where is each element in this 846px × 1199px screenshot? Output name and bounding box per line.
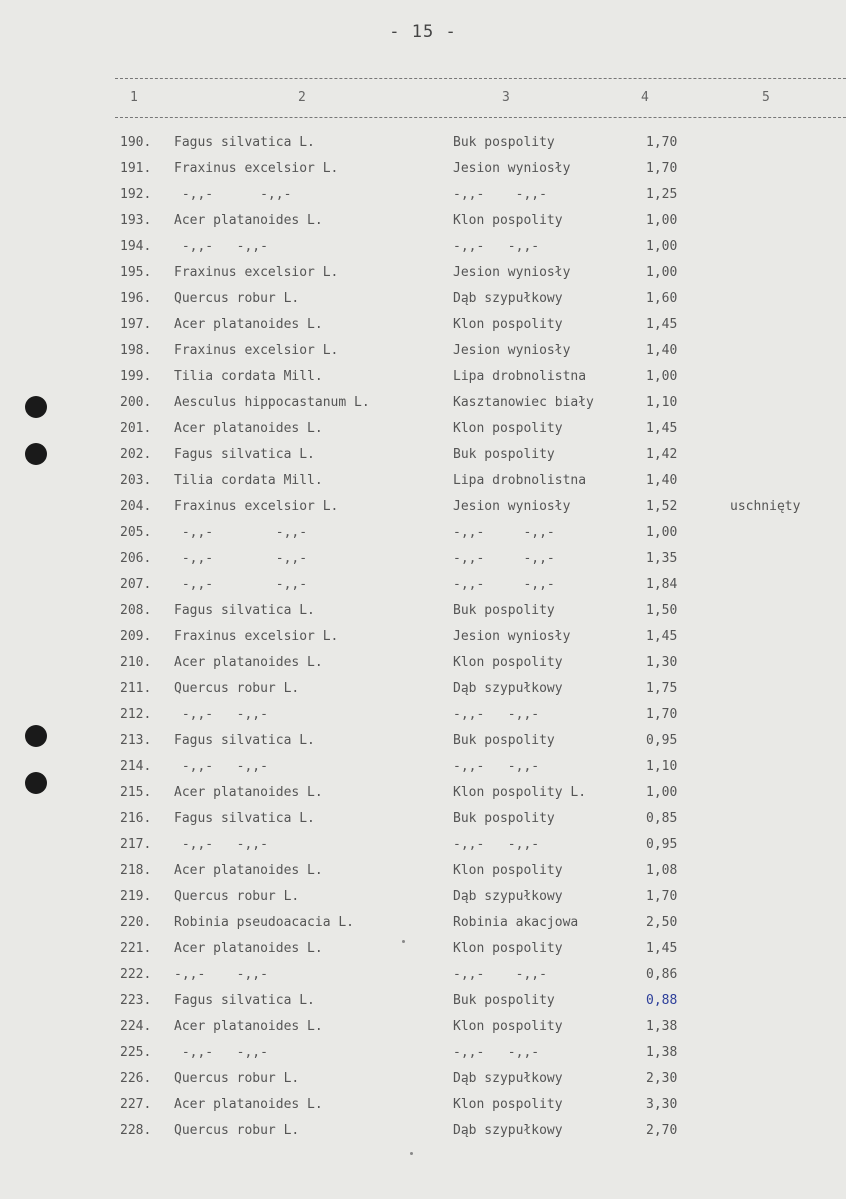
polish-name: Buk pospolity [453,811,555,826]
table-row [0,291,846,317]
table-row [0,213,846,239]
row-number: 214. [120,759,152,774]
table-row [0,655,846,681]
row-number: 196. [120,291,152,306]
table-row [0,525,846,551]
height-value: 1,38 [646,1019,678,1034]
row-number: 195. [120,265,152,280]
column-header-4: 4 [641,90,649,105]
height-value: 0,88 [646,993,678,1008]
latin-name: Fagus silvatica L. [174,447,315,462]
table-row [0,811,846,837]
column-header-5: 5 [762,90,770,105]
row-number: 204. [120,499,152,514]
height-value: 1,00 [646,213,678,228]
latin-name: -,,- -,,- [174,759,268,774]
row-number: 223. [120,993,152,1008]
row-number: 191. [120,161,152,176]
table-row [0,447,846,473]
polish-name: Jesion wyniosły [453,161,571,176]
polish-name: Klon pospolity [453,317,563,332]
table-row [0,1019,846,1045]
latin-name: Fraxinus excelsior L. [174,629,339,644]
polish-name: -,,- -,,- [453,837,540,852]
height-value: 1,38 [646,1045,678,1060]
height-value: 1,60 [646,291,678,306]
table-top-rule [115,78,846,79]
table-row [0,889,846,915]
row-number: 226. [120,1071,152,1086]
table-row [0,759,846,785]
table-row [0,629,846,655]
polish-name: Jesion wyniosły [453,265,571,280]
latin-name: -,,- -,,- [174,577,308,592]
latin-name: Acer platanoides L. [174,863,323,878]
polish-name: Buk pospolity [453,733,555,748]
latin-name: -,,- -,,- [174,707,268,722]
row-number: 197. [120,317,152,332]
table-row [0,187,846,213]
latin-name: Quercus robur L. [174,889,300,904]
latin-name: Fraxinus excelsior L. [174,265,339,280]
latin-name: Acer platanoides L. [174,317,323,332]
row-number: 201. [120,421,152,436]
column-header-3: 3 [502,90,510,105]
polish-name: Buk pospolity [453,993,555,1008]
table-row [0,707,846,733]
table-row [0,837,846,863]
paper-speck [402,940,405,943]
punch-hole [25,725,47,747]
height-value: 1,70 [646,161,678,176]
column-header-1: 1 [130,90,138,105]
polish-name: Klon pospolity [453,421,563,436]
row-number: 202. [120,447,152,462]
height-value: 1,00 [646,239,678,254]
latin-name: -,,- -,,- [174,967,268,982]
polish-name: Kasztanowiec biały [453,395,594,410]
latin-name: Robinia pseudoacacia L. [174,915,355,930]
row-number: 215. [120,785,152,800]
latin-name: Fagus silvatica L. [174,993,315,1008]
row-number: 224. [120,1019,152,1034]
height-value: 1,10 [646,395,678,410]
row-number: 216. [120,811,152,826]
polish-name: -,,- -,,- [453,525,555,540]
tree-table [0,135,846,1149]
latin-name: -,,- -,,- [174,525,308,540]
height-value: 1,45 [646,941,678,956]
latin-name: Acer platanoides L. [174,213,323,228]
row-number: 208. [120,603,152,618]
row-number: 209. [120,629,152,644]
height-value: 1,42 [646,447,678,462]
height-value: 1,40 [646,343,678,358]
polish-name: Robinia akacjowa [453,915,579,930]
height-value: 1,00 [646,369,678,384]
polish-name: Klon pospolity [453,655,563,670]
height-value: 1,25 [646,187,678,202]
latin-name: Fagus silvatica L. [174,135,315,150]
row-number: 190. [120,135,152,150]
height-value: 0,86 [646,967,678,982]
height-value: 1,08 [646,863,678,878]
height-value: 1,45 [646,629,678,644]
polish-name: Klon pospolity [453,1019,563,1034]
polish-name: Buk pospolity [453,447,555,462]
height-value: 1,45 [646,317,678,332]
height-value: 1,45 [646,421,678,436]
table-row [0,551,846,577]
polish-name: Jesion wyniosły [453,629,571,644]
polish-name: Klon pospolity [453,213,563,228]
height-value: 1,70 [646,889,678,904]
row-number: 212. [120,707,152,722]
latin-name: -,,- -,,- [174,239,268,254]
table-row [0,161,846,187]
table-row [0,915,846,941]
latin-name: Fraxinus excelsior L. [174,161,339,176]
polish-name: Dąb szypułkowy [453,291,563,306]
polish-name: Lipa drobnolistna [453,369,587,384]
table-row [0,395,846,421]
latin-name: Fraxinus excelsior L. [174,499,339,514]
height-value: 2,30 [646,1071,678,1086]
polish-name: Dąb szypułkowy [453,1123,563,1138]
row-number: 225. [120,1045,152,1060]
height-value: 1,10 [646,759,678,774]
height-value: 1,70 [646,707,678,722]
row-number: 192. [120,187,152,202]
table-header-rule [115,117,846,118]
punch-hole [25,443,47,465]
latin-name: Acer platanoides L. [174,941,323,956]
height-value: 0,95 [646,837,678,852]
table-row [0,681,846,707]
height-value: 1,84 [646,577,678,592]
polish-name: Buk pospolity [453,135,555,150]
table-row [0,967,846,993]
table-row [0,135,846,161]
table-row [0,473,846,499]
row-number: 200. [120,395,152,410]
row-number: 203. [120,473,152,488]
polish-name: Jesion wyniosły [453,499,571,514]
column-headers [0,90,846,110]
height-value: 3,30 [646,1097,678,1112]
height-value: 1,00 [646,785,678,800]
latin-name: Quercus robur L. [174,681,300,696]
height-value: 2,70 [646,1123,678,1138]
row-number: 193. [120,213,152,228]
latin-name: Fagus silvatica L. [174,811,315,826]
row-number: 218. [120,863,152,878]
latin-name: Acer platanoides L. [174,1019,323,1034]
latin-name: -,,- -,,- [174,1045,268,1060]
table-row [0,941,846,967]
table-row [0,239,846,265]
punch-hole [25,772,47,794]
table-row [0,499,846,525]
column-header-2: 2 [298,90,306,105]
latin-name: Tilia cordata Mill. [174,369,323,384]
row-number: 211. [120,681,152,696]
latin-name: Acer platanoides L. [174,655,323,670]
table-row [0,993,846,1019]
height-value: 1,40 [646,473,678,488]
polish-name: Lipa drobnolistna [453,473,587,488]
polish-name: Dąb szypułkowy [453,889,563,904]
table-row [0,577,846,603]
table-row [0,317,846,343]
latin-name: Fagus silvatica L. [174,733,315,748]
polish-name: -,,- -,,- [453,967,547,982]
latin-name: Tilia cordata Mill. [174,473,323,488]
polish-name: Jesion wyniosły [453,343,571,358]
height-value: 0,85 [646,811,678,826]
height-value: 2,50 [646,915,678,930]
row-number: 205. [120,525,152,540]
polish-name: Klon pospolity [453,941,563,956]
height-value: 1,35 [646,551,678,566]
latin-name: -,,- -,,- [174,187,292,202]
row-number: 219. [120,889,152,904]
latin-name: Fraxinus excelsior L. [174,343,339,358]
polish-name: -,,- -,,- [453,1045,540,1060]
row-number: 213. [120,733,152,748]
row-number: 206. [120,551,152,566]
row-number: 210. [120,655,152,670]
polish-name: Buk pospolity [453,603,555,618]
row-number: 199. [120,369,152,384]
table-row [0,343,846,369]
height-value: 0,95 [646,733,678,748]
latin-name: Quercus robur L. [174,1071,300,1086]
latin-name: Quercus robur L. [174,291,300,306]
latin-name: -,,- -,,- [174,837,268,852]
page-number: - 15 - [389,22,457,42]
table-row [0,785,846,811]
polish-name: -,,- -,,- [453,759,540,774]
latin-name: Aesculus hippocastanum L. [174,395,370,410]
polish-name: -,,- -,,- [453,577,555,592]
table-row [0,863,846,889]
row-number: 222. [120,967,152,982]
paper-speck [410,1152,413,1155]
polish-name: Dąb szypułkowy [453,1071,563,1086]
table-row [0,265,846,291]
latin-name: -,,- -,,- [174,551,308,566]
polish-name: -,,- -,,- [453,187,547,202]
row-number: 227. [120,1097,152,1112]
table-row [0,1123,846,1149]
polish-name: -,,- -,,- [453,239,540,254]
polish-name: Klon pospolity L. [453,785,587,800]
table-row [0,369,846,395]
polish-name: Dąb szypułkowy [453,681,563,696]
height-value: 1,00 [646,265,678,280]
table-row [0,421,846,447]
table-row [0,1071,846,1097]
height-value: 1,52 [646,499,678,514]
polish-name: Klon pospolity [453,863,563,878]
latin-name: Acer platanoides L. [174,785,323,800]
height-value: 1,70 [646,135,678,150]
latin-name: Acer platanoides L. [174,1097,323,1112]
latin-name: Fagus silvatica L. [174,603,315,618]
row-number: 228. [120,1123,152,1138]
height-value: 1,75 [646,681,678,696]
note: uschnięty [730,499,801,514]
row-number: 207. [120,577,152,592]
polish-name: -,,- -,,- [453,707,540,722]
polish-name: -,,- -,,- [453,551,555,566]
latin-name: Acer platanoides L. [174,421,323,436]
polish-name: Klon pospolity [453,1097,563,1112]
table-row [0,603,846,629]
height-value: 1,50 [646,603,678,618]
row-number: 198. [120,343,152,358]
row-number: 220. [120,915,152,930]
table-row [0,733,846,759]
row-number: 194. [120,239,152,254]
row-number: 221. [120,941,152,956]
height-value: 1,00 [646,525,678,540]
height-value: 1,30 [646,655,678,670]
punch-hole [25,396,47,418]
table-row [0,1097,846,1123]
table-row [0,1045,846,1071]
row-number: 217. [120,837,152,852]
latin-name: Quercus robur L. [174,1123,300,1138]
